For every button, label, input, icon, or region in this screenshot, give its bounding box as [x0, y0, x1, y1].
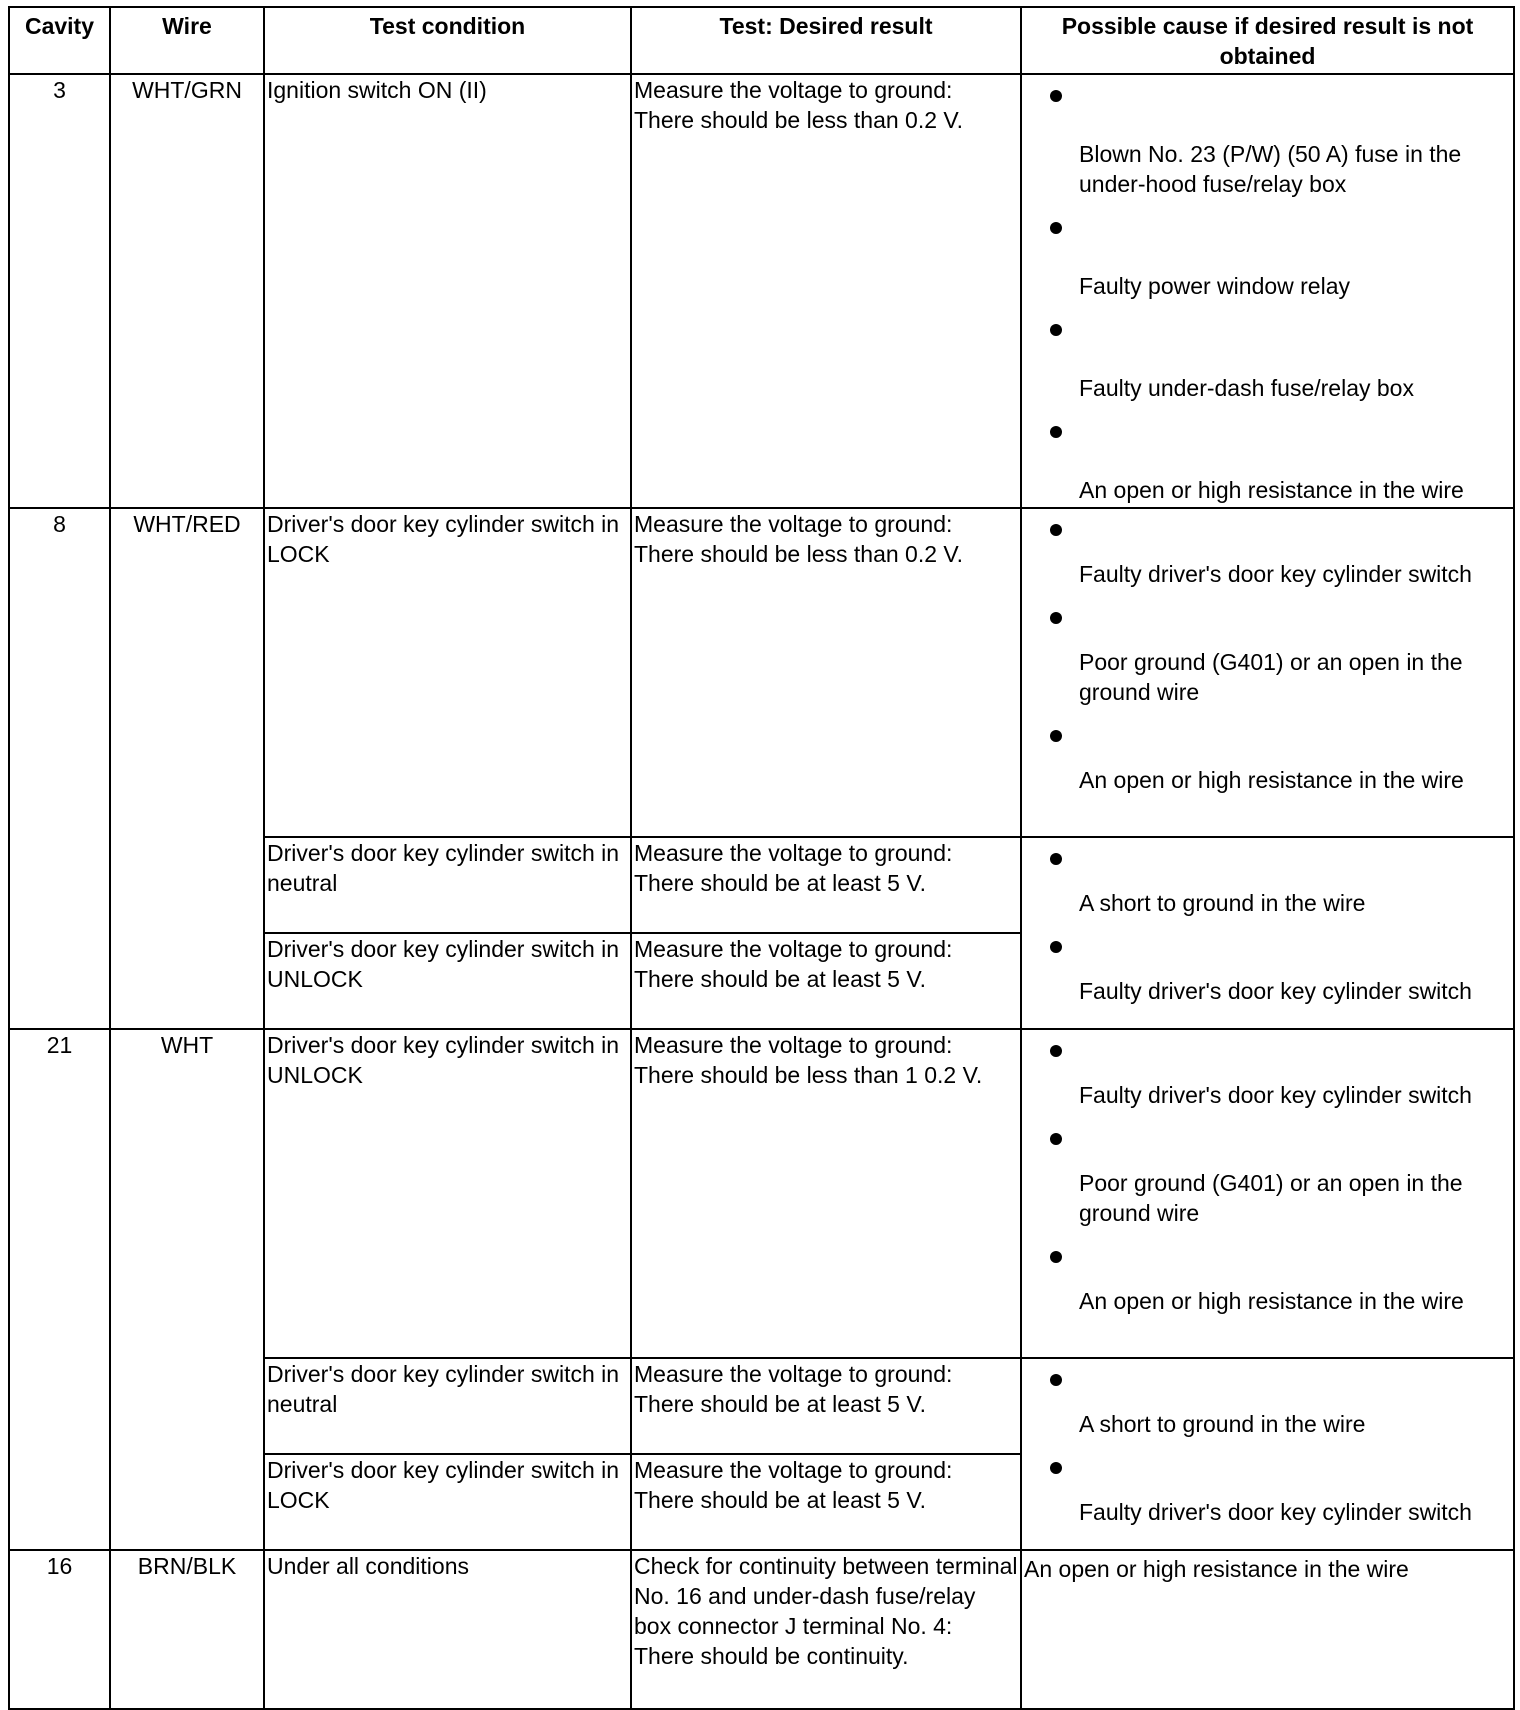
test-condition-cell: Driver's door key cylinder switch in UNLOCK — [264, 933, 631, 1029]
cause-item: Faulty driver's door key cylinder switch — [1079, 1082, 1472, 1108]
test-condition-cell: Ignition switch ON (II) — [264, 74, 631, 508]
cause-item: Blown No. 23 (P/W) (50 A) fuse in the under-hood fuse/relay box — [1079, 141, 1462, 197]
desired-result-cell: Measure the voltage to ground: There should be less than 0.2 V. — [631, 508, 1021, 837]
cause-item: A short to ground in the wire — [1079, 1411, 1366, 1437]
table-row — [9, 508, 1514, 837]
cause-item: Faulty under-dash fuse/relay box — [1079, 375, 1414, 401]
test-condition-cell: Driver's door key cylinder switch in neutral — [264, 1358, 631, 1454]
bullet-icon — [1050, 324, 1062, 336]
header-test-condition: Test condition — [264, 7, 631, 74]
table-row — [9, 1550, 1514, 1709]
bullet-icon — [1050, 1045, 1062, 1057]
wire-cell: WHT/GRN — [110, 74, 264, 508]
possible-cause-cell — [1021, 74, 1514, 508]
possible-cause-cell — [1021, 1358, 1514, 1550]
header-row — [9, 7, 1514, 74]
header-desired-result: Test: Desired result — [631, 7, 1021, 74]
possible-cause-cell — [1021, 1029, 1514, 1358]
cause-item: An open or high resistance in the wire — [1079, 767, 1464, 793]
cavity-cell: 8 — [9, 508, 110, 1029]
possible-cause-cell — [1021, 508, 1514, 837]
cause-item: A short to ground in the wire — [1079, 890, 1366, 916]
cavity-cell: 3 — [9, 74, 110, 508]
cavity-cell: 16 — [9, 1550, 110, 1709]
header-possible-cause: Possible cause if desired result is not obtained — [1021, 7, 1514, 74]
wire-cell: WHT/RED — [110, 508, 264, 1029]
bullet-icon — [1050, 90, 1062, 102]
desired-result-cell: Measure the voltage to ground: There should be at least 5 V. — [631, 1358, 1021, 1454]
header-wire: Wire — [110, 7, 264, 74]
cause-item: Poor ground (G401) or an open in the ground wire — [1079, 649, 1463, 705]
bullet-icon — [1050, 1251, 1062, 1263]
desired-result-cell: Measure the voltage to ground: There should be at least 5 V. — [631, 837, 1021, 933]
bullet-icon — [1050, 524, 1062, 536]
cavity-cell: 21 — [9, 1029, 110, 1550]
bullet-icon — [1050, 1374, 1062, 1386]
bullet-icon — [1050, 1462, 1062, 1474]
test-table — [8, 6, 1515, 1710]
cause-item: Faulty driver's door key cylinder switch — [1079, 1499, 1472, 1525]
test-condition-cell: Driver's door key cylinder switch in LOCK — [264, 508, 631, 837]
bullet-icon — [1050, 941, 1062, 953]
desired-result-cell: Measure the voltage to ground: There should be at least 5 V. — [631, 1454, 1021, 1550]
possible-cause-cell — [1021, 837, 1514, 1029]
test-condition-cell: Driver's door key cylinder switch in LOCK — [264, 1454, 631, 1550]
bullet-icon — [1050, 853, 1062, 865]
cause-item: Poor ground (G401) or an open in the ground wire — [1079, 1170, 1463, 1226]
wire-cell: WHT — [110, 1029, 264, 1550]
cause-item: An open or high resistance in the wire — [1079, 1288, 1464, 1314]
test-condition-cell: Driver's door key cylinder switch in neutral — [264, 837, 631, 933]
bullet-icon — [1050, 1133, 1062, 1145]
cause-item: Faulty power window relay — [1079, 273, 1351, 299]
bullet-icon — [1050, 612, 1062, 624]
bullet-icon — [1050, 426, 1062, 438]
wire-cell: BRN/BLK — [110, 1550, 264, 1709]
bullet-icon — [1050, 730, 1062, 742]
cause-item: Faulty driver's door key cylinder switch — [1079, 561, 1472, 587]
desired-result-cell: Measure the voltage to ground: There should be less than 1 0.2 V. — [631, 1029, 1021, 1358]
table-row — [9, 1029, 1514, 1358]
possible-cause-cell: An open or high resistance in the wire — [1021, 1550, 1514, 1709]
cause-item: An open or high resistance in the wire — [1079, 477, 1464, 503]
table-row — [9, 74, 1514, 508]
header-cavity: Cavity — [9, 7, 110, 74]
desired-result-cell: Measure the voltage to ground: There should be at least 5 V. — [631, 933, 1021, 1029]
test-condition-cell: Under all conditions — [264, 1550, 631, 1709]
cause-item: Faulty driver's door key cylinder switch — [1079, 978, 1472, 1004]
test-condition-cell: Driver's door key cylinder switch in UNLOCK — [264, 1029, 631, 1358]
desired-result-cell: Measure the voltage to ground: There should be less than 0.2 V. — [631, 74, 1021, 508]
desired-result-cell: Check for continuity between terminal No. 16 and under-dash fuse/relay box connector J terminal No. 4: There should be continuity. — [631, 1550, 1021, 1709]
bullet-icon — [1050, 222, 1062, 234]
